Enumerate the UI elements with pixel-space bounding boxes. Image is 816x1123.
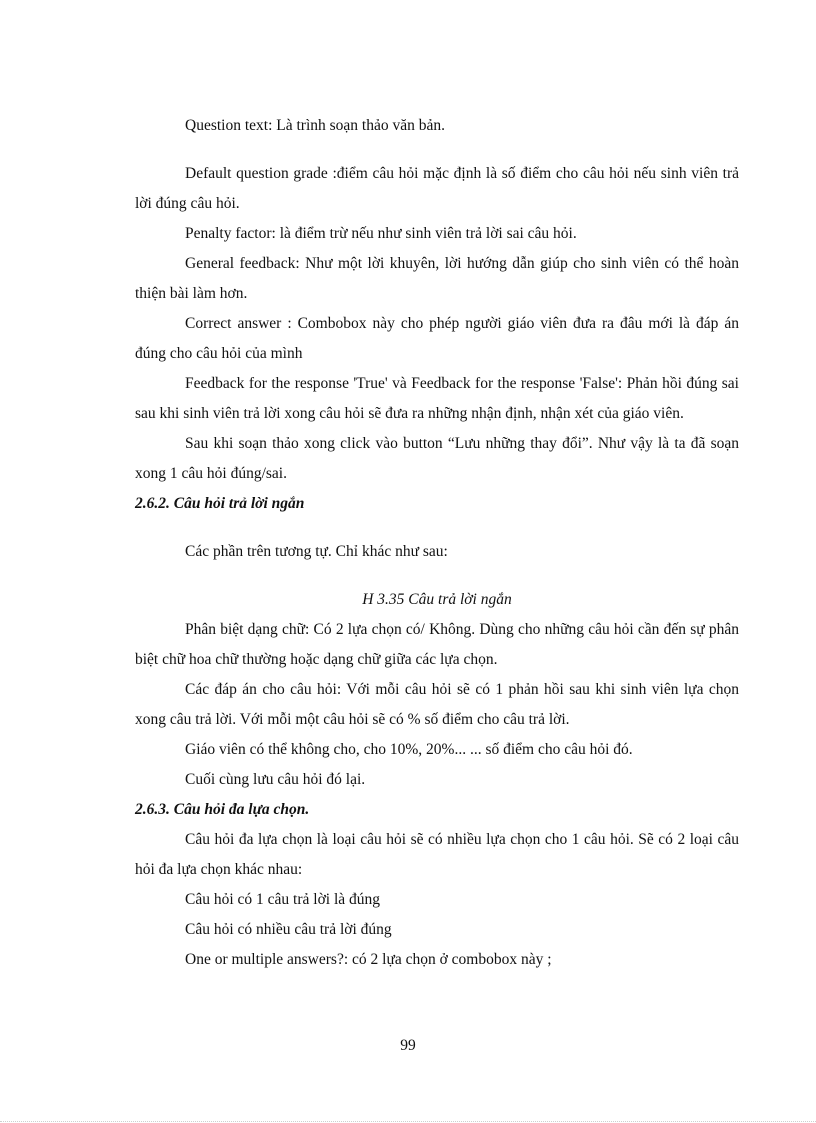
page-content	[135, 111, 739, 975]
paragraph-answers: Các đáp án cho câu hỏi: Với mỗi câu hỏi sẽ có 1 phản hồi sau khi sinh viên lựa chọn xong câu trả lời. Với mỗi một câu hỏi sẽ có % số điểm cho câu trả lời.	[135, 681, 739, 728]
page-number: 99	[400, 1037, 416, 1054]
paragraph-save-changes: Sau khi soạn thảo xong click vào button “Lưu những thay đổi”. Như vậy là ta đã soạn xong 1 câu hỏi đúng/sai.	[135, 435, 739, 482]
paragraph-gap	[135, 519, 739, 537]
section-heading-multiple-choice: 2.6.3. Câu hỏi đa lựa chọn.	[135, 801, 310, 818]
paragraph-correct-answer: Correct answer : Combobox này cho phép người giáo viên đưa ra đâu mới là đáp án đúng cho câu hỏi của mình	[135, 315, 739, 362]
paragraph-question-text: Question text: Là trình soạn thảo văn bản.	[185, 117, 445, 134]
figure-caption: H 3.35 Câu trả lời ngắn	[362, 591, 512, 608]
page-bottom-divider	[0, 1121, 816, 1122]
paragraph-general-feedback: General feedback: Như một lời khuyên, lời hướng dẫn giúp cho sinh viên có thể hoàn thiện bài làm hơn.	[135, 255, 739, 302]
paragraph-case-sensitivity: Phân biệt dạng chữ: Có 2 lựa chọn có/ Không. Dùng cho những câu hỏi cần đến sự phân biệt chữ hoa chữ thường hoặc dạng chữ giữa các lựa chọn.	[135, 621, 739, 668]
paragraph-multiple-choice-intro: Câu hỏi đa lựa chọn là loại câu hỏi sẽ có nhiều lựa chọn cho 1 câu hỏi. Sẽ có 2 loại câu hỏi đa lựa chọn khác nhau:	[135, 831, 739, 878]
paragraph-gap	[135, 141, 739, 159]
paragraph-single-correct: Câu hỏi có 1 câu trả lời là đúng	[185, 891, 381, 908]
paragraph-feedback-true-false: Feedback for the response 'True' và Feedback for the response 'False': Phản hồi đúng sai sau khi sinh viên trả lời xong câu hỏi sẽ đưa ra những nhận định, nhận xét của giáo viên.	[135, 375, 739, 422]
section-heading-short-answer: 2.6.2. Câu hỏi trả lời ngắn	[135, 495, 305, 512]
paragraph-similar-parts: Các phần trên tương tự. Chỉ khác như sau:	[185, 543, 448, 560]
paragraph-default-question-grade: Default question grade :điểm câu hỏi mặc định là số điểm cho câu hỏi nếu sinh viên trả lời đúng câu hỏi.	[135, 165, 739, 212]
paragraph-gap	[135, 567, 739, 585]
paragraph-multiple-correct: Câu hỏi có nhiều câu trả lời đúng	[185, 921, 392, 938]
paragraph-save-question: Cuối cùng lưu câu hỏi đó lại.	[185, 771, 366, 788]
paragraph-penalty-factor: Penalty factor: là điểm trừ nếu như sinh viên trả lời sai câu hỏi.	[185, 225, 577, 242]
paragraph-grade-percent: Giáo viên có thể không cho, cho 10%, 20%... ... số điểm cho câu hỏi đó.	[185, 741, 633, 758]
paragraph-one-or-multiple: One or multiple answers?: có 2 lựa chọn ở combobox này ;	[185, 951, 552, 968]
